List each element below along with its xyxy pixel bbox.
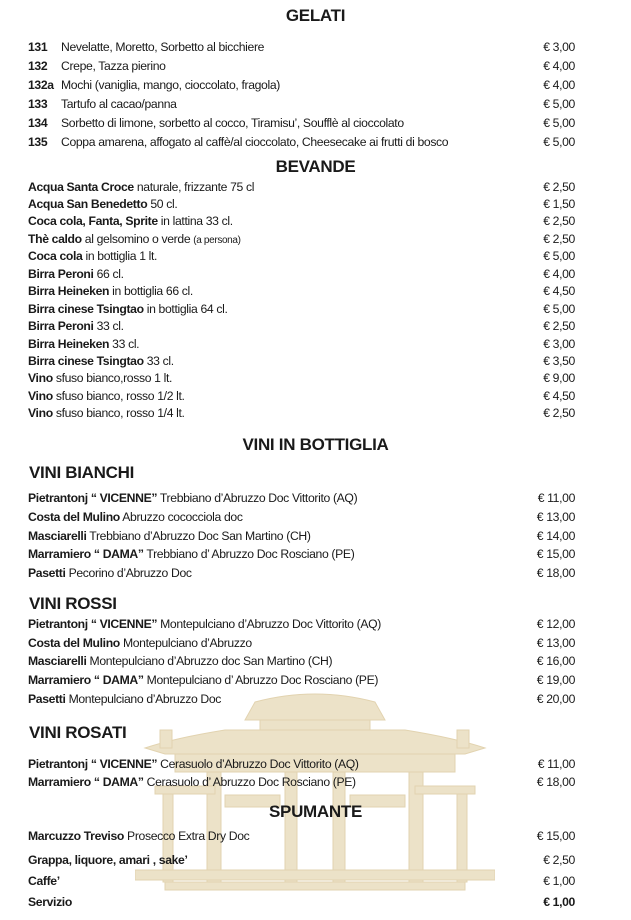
menu-item: [28, 692, 575, 706]
item-price: € 2,50: [543, 214, 575, 228]
item-name: Birra Heineken: [28, 337, 110, 351]
item-name: Masciarelli: [28, 529, 87, 543]
item-name: Pasetti: [28, 692, 66, 706]
menu-item: [28, 757, 575, 771]
item-price: € 13,00: [536, 510, 575, 524]
item-description: al gelsomino o verde: [81, 232, 194, 246]
item-price: € 2,50: [543, 232, 575, 246]
item-price: € 4,00: [543, 78, 575, 92]
item-price: € 20,00: [536, 692, 575, 706]
item-price: € 3,50: [543, 354, 575, 368]
menu-item: [28, 491, 575, 505]
item-name: Marramiero “ DAMA”: [28, 547, 144, 561]
menu-item: [28, 829, 575, 843]
item-description: Mochi (vaniglia, mango, cioccolato, fragola): [61, 78, 280, 92]
menu-item: [28, 284, 575, 298]
item-price: € 5,00: [543, 97, 575, 111]
item-price: € 15,00: [536, 829, 575, 843]
item-name: Pietrantonj “ VICENNE”: [28, 491, 158, 505]
item-name: Vino: [28, 406, 53, 420]
item-description: in bottiglia 64 cl.: [143, 302, 228, 316]
item-price: € 1,00: [543, 874, 575, 888]
menu-item: [28, 853, 575, 867]
menu-item: [28, 249, 575, 263]
menu-item: [28, 267, 575, 281]
item-description: Coppa amarena, affogato al caffè/al cioccolato, Cheesecake ai frutti di bosco: [61, 135, 449, 149]
item-description: Montepulciano d’Abruzzo Doc Vittorito (AQ): [157, 617, 381, 631]
item-description: Abruzzo cococciola doc: [119, 510, 243, 524]
item-description: Pecorino d’Abruzzo Doc: [65, 566, 192, 580]
item-description: Montepulciano d’ Abruzzo Doc Rosciano (PE): [143, 673, 379, 687]
item-price: € 2,50: [543, 319, 575, 333]
menu-item: [28, 337, 575, 351]
item-name: Costa del Mulino: [28, 636, 120, 650]
item-description: Cerasuolo d’ Abruzzo Doc Rosciano (PE): [143, 775, 356, 789]
section-heading-bevande: BEVANDE: [275, 157, 356, 176]
item-description: in bottiglia 1 lt.: [82, 249, 158, 263]
menu-item: [28, 406, 575, 420]
item-description: Crepe, Tazza pierino: [61, 59, 166, 73]
menu-item: [28, 97, 575, 111]
item-name: Pietrantonj “ VICENNE”: [28, 757, 158, 771]
item-description: Nevelatte, Moretto, Sorbetto al bicchiere: [61, 40, 265, 54]
item-description: 66 cl.: [93, 267, 124, 281]
item-name: Pietrantonj “ VICENNE”: [28, 617, 158, 631]
item-name: Coca cola, Fanta, Sprite: [28, 214, 158, 228]
item-name: Costa del Mulino: [28, 510, 120, 524]
item-name: Acqua Santa Croce: [28, 180, 134, 194]
item-name: Birra cinese Tsingtao: [28, 354, 144, 368]
item-price: € 5,00: [543, 116, 575, 130]
item-price: € 1,00: [543, 895, 575, 909]
menu-item: [28, 371, 575, 385]
item-price: € 14,00: [536, 529, 575, 543]
menu-item: [28, 319, 575, 333]
item-price: € 2,50: [543, 406, 575, 420]
item-name: Servizio: [28, 895, 72, 909]
item-price: € 9,00: [543, 371, 575, 385]
item-description: sfuso bianco,rosso 1 lt.: [52, 371, 173, 385]
item-name: Vino: [28, 389, 53, 403]
item-name: Thè caldo: [28, 232, 82, 246]
item-price: € 5,00: [543, 135, 575, 149]
section-heading-vini-bianchi: VINI BIANCHI: [29, 463, 135, 482]
item-number: 134: [28, 116, 48, 130]
item-price: € 4,50: [543, 389, 575, 403]
item-description: 33 cl.: [93, 319, 124, 333]
item-name: Masciarelli: [28, 654, 87, 668]
item-name: Marramiero “ DAMA”: [28, 673, 144, 687]
item-name: Birra cinese Tsingtao: [28, 302, 144, 316]
menu-item: [28, 636, 575, 650]
section-heading-vini-in-bottiglia: VINI IN BOTTIGLIA: [242, 435, 389, 454]
menu-item: [28, 232, 575, 246]
item-description: 50 cl.: [147, 197, 178, 211]
item-price: € 16,00: [536, 654, 575, 668]
item-name: Grappa, liquore, amari , sake’: [28, 853, 188, 867]
menu-item: [28, 197, 575, 211]
item-price: € 4,00: [543, 59, 575, 73]
menu-item: [28, 180, 575, 194]
item-description: sfuso bianco, rosso 1/2 lt.: [52, 389, 185, 403]
menu-item: [28, 59, 575, 73]
menu-item: [28, 547, 575, 561]
menu-item: [28, 895, 575, 909]
item-description: 33 cl.: [109, 337, 140, 351]
menu-item: [28, 566, 575, 580]
item-name: Acqua San Benedetto: [28, 197, 148, 211]
item-price: € 3,00: [543, 337, 575, 351]
item-name: Coca cola: [28, 249, 83, 263]
item-description: sfuso bianco, rosso 1/4 lt.: [52, 406, 185, 420]
item-price: € 19,00: [536, 673, 575, 687]
item-price: € 5,00: [543, 249, 575, 263]
item-description: Tartufo al cacao/panna: [61, 97, 177, 111]
menu-item: [28, 354, 575, 368]
menu-item: [28, 389, 575, 403]
item-description: Cerasuolo d’Abruzzo Doc Vittorito (AQ): [157, 757, 359, 771]
section-heading-vini-rosati: VINI ROSATI: [29, 723, 127, 742]
menu-item: [28, 529, 575, 543]
item-name: Pasetti: [28, 566, 66, 580]
item-name: Birra Peroni: [28, 267, 94, 281]
menu-item: [28, 617, 575, 631]
item-price: € 15,00: [536, 547, 575, 561]
item-description: in bottiglia 66 cl.: [109, 284, 193, 298]
menu-item: [28, 654, 575, 668]
section-heading-gelati: GELATI: [285, 6, 346, 25]
item-number: 132: [28, 59, 48, 73]
menu-item: [28, 40, 575, 54]
item-name: Birra Peroni: [28, 319, 94, 333]
item-description: Prosecco Extra Dry Doc: [124, 829, 250, 843]
item-price: € 11,00: [537, 491, 575, 505]
item-name: Marramiero “ DAMA”: [28, 775, 144, 789]
item-price: € 1,50: [543, 197, 575, 211]
item-note: (a persona): [193, 235, 241, 246]
menu-item: [28, 510, 575, 524]
item-name: Marcuzzo Treviso: [28, 829, 124, 843]
menu-item: [28, 874, 575, 888]
menu-item: [28, 116, 575, 130]
item-description: Trebbiano d’Abruzzo Doc Vittorito (AQ): [157, 491, 358, 505]
item-price: € 2,50: [543, 180, 575, 194]
pagoda-gate-watermark: [135, 690, 495, 900]
menu-item: [28, 78, 575, 92]
section-heading-vini-rossi: VINI ROSSI: [29, 594, 117, 613]
item-description: Sorbetto di limone, sorbetto al cocco, Tiramisu’, Soufflè al cioccolato: [61, 116, 404, 130]
item-description: Trebbiano d’Abruzzo Doc San Martino (CH): [86, 529, 311, 543]
item-description: in lattina 33 cl.: [157, 214, 233, 228]
item-price: € 4,50: [543, 284, 575, 298]
item-price: € 5,00: [543, 302, 575, 316]
item-price: € 12,00: [536, 617, 575, 631]
item-description: naturale, frizzante 75 cl: [133, 180, 255, 194]
section-heading-spumante: SPUMANTE: [269, 802, 362, 821]
item-name: Vino: [28, 371, 53, 385]
item-description: Montepulciano d’Abruzzo doc San Martino (CH): [86, 654, 333, 668]
menu-item: [28, 775, 575, 789]
item-price: € 18,00: [536, 566, 575, 580]
item-price: € 18,00: [536, 775, 575, 789]
item-price: € 11,00: [537, 757, 575, 771]
item-price: € 13,00: [536, 636, 575, 650]
item-description: Montepulciano d’Abruzzo Doc: [65, 692, 222, 706]
item-number: 133: [28, 97, 48, 111]
item-number: 131: [28, 40, 48, 54]
item-name: Birra Heineken: [28, 284, 110, 298]
menu-item: [28, 302, 575, 316]
item-price: € 2,50: [543, 853, 575, 867]
item-number: 132a: [28, 78, 54, 92]
item-price: € 4,00: [543, 267, 575, 281]
menu-item: [28, 673, 575, 687]
item-name: Caffe’: [28, 874, 60, 888]
item-number: 135: [28, 135, 48, 149]
item-description: Trebbiano d’ Abruzzo Doc Rosciano (PE): [143, 547, 355, 561]
menu-item: [28, 214, 575, 228]
item-description: 33 cl.: [143, 354, 174, 368]
item-price: € 3,00: [543, 40, 575, 54]
item-description: Montepulciano d’Abruzzo: [119, 636, 252, 650]
menu-item: [28, 135, 575, 149]
